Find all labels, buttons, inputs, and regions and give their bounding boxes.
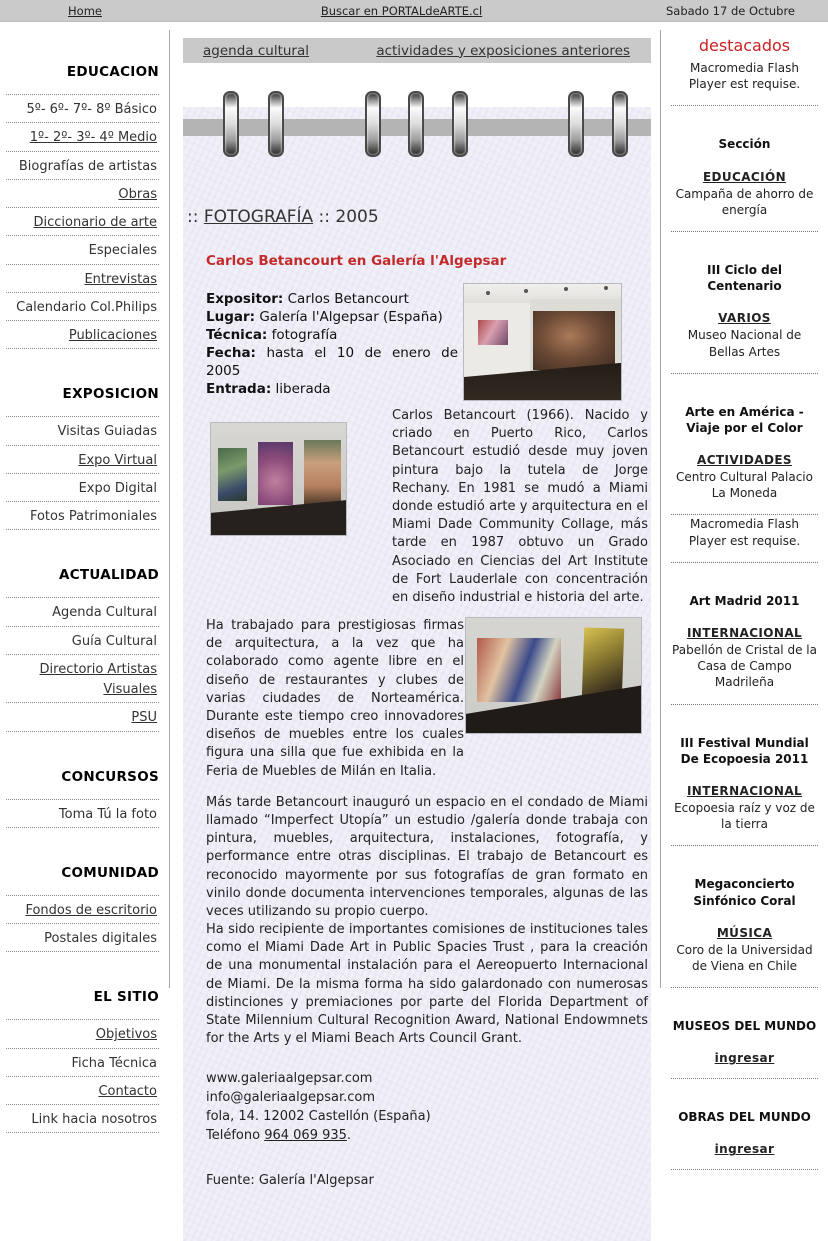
article-photo-2 xyxy=(210,422,347,536)
article-row-work xyxy=(206,617,648,781)
sidebar-section-comunidad xyxy=(6,865,159,953)
article-photo-3 xyxy=(465,617,642,734)
section-title-actualidad: ACTUALIDAD xyxy=(58,567,159,584)
exhibition-details xyxy=(206,291,458,401)
featured-block: Macromedia Flash Player est requise. xyxy=(688,61,801,92)
binder-ring xyxy=(408,91,424,157)
paragraph-utopia: Más tarde Betancourt inauguró un espacio en el condado de Miami llamado “Imperfect Utopía” un estudio /galería donde trabaja con pintura, muebles, arquitectura, instalaciones, fotografía, y performance entre otras disciplinas. El trabajo de Betancourt es reconocido mayormente por sus fotografías de gran formato en vinilo donde documenta intervenciones temporales, algunas de las veces utilizando su propio cuerpo. xyxy=(206,794,648,919)
sidebar-section-concursos xyxy=(6,769,159,828)
date-label: Sabado 17 de Octubre xyxy=(665,3,796,18)
featured-block-ecopoesia: III Festival Mundial De Ecopoesia 2011 INTERNACIONAL Ecopoesia raíz y voz de la tierra xyxy=(670,735,819,833)
featured-block-museos: MUSEOS DEL MUNDO ingresar xyxy=(670,1018,819,1065)
tab-actividades-anteriores[interactable]: actividades y exposiciones anteriores xyxy=(376,42,630,59)
dotted-separator xyxy=(671,105,818,106)
sidebar-item-visitas-guiadas[interactable]: Visitas Guiadas xyxy=(57,424,157,440)
photo-artwork xyxy=(478,320,508,346)
paragraph-work: Ha trabajado para prestigiosas firmas de arquitectura, a la vez que ha colaborado como agente libre en el diseño de restaurantes y clubes de varias ciudades de Norteamérica. Durante este tiempo creo innovadores diseños de muebles entre los cuales figura una silla que fue exhibida en la Feria de Muebles de Milán en Italia. xyxy=(206,618,464,779)
gallery-phone-line xyxy=(206,1127,648,1146)
page-title xyxy=(187,207,648,227)
article xyxy=(187,253,648,1188)
gallery-website: www.galeriaalgepsar.com xyxy=(206,1071,373,1087)
sidebar-item-expo-digital[interactable]: Expo Digital xyxy=(78,480,157,496)
sidebar-section-educacion xyxy=(6,64,159,349)
fotografia-link[interactable]: FOTOGRAFÍA xyxy=(203,207,314,227)
section-title-concursos: CONCURSOS xyxy=(61,768,159,785)
section-title-el-sitio: EL SITIO xyxy=(93,989,159,1006)
phone-suffix: . xyxy=(346,1128,352,1144)
sidebar-item-especiales[interactable]: Especiales xyxy=(88,243,157,259)
article-row-bio xyxy=(206,407,648,607)
dotted-separator xyxy=(671,514,818,515)
sidebar-item-directorio-artistas[interactable]: Directorio Artistas Visuales xyxy=(39,661,157,697)
sidebar-section-exposicion xyxy=(6,386,159,530)
sidebar-item-diccionario[interactable]: Diccionario de arte xyxy=(33,215,157,230)
section-links-el-sitio xyxy=(6,1019,159,1133)
heading-prefix: :: xyxy=(187,207,204,227)
dotted-separator xyxy=(671,562,818,563)
photo-artwork xyxy=(304,440,340,506)
category-link-actividades[interactable]: ACTIVIDADES xyxy=(697,453,792,468)
photo-artwork xyxy=(533,311,615,370)
right-sidebar xyxy=(660,30,828,1157)
sidebar-item-psu[interactable]: PSU xyxy=(131,710,157,726)
destacados-heading: destacados xyxy=(698,36,791,55)
sidebar-item-basico[interactable]: 5º- 6º- 7º- 8º Básico xyxy=(26,102,157,117)
binder-ring xyxy=(223,91,239,157)
detail-fecha: Fecha: hasta el 10 de enero de 2005 xyxy=(206,344,458,379)
article-title: Carlos Betancourt en Galería l'Algepsar xyxy=(206,253,507,269)
sidebar-item-agenda-cultural[interactable]: Agenda Cultural xyxy=(52,605,157,621)
ingresar-link-museos[interactable]: ingresar xyxy=(714,1051,775,1066)
main-content xyxy=(183,30,651,1241)
article-photo-1 xyxy=(463,283,622,401)
paragraph-awards: Ha sido recipiente de importantes comisiones de instituciones tales como el Miami Dade Art in Public Spacies Trust , para la creación de una monumental instalación para el Aereopuerto Internacional de Miami. De la misma forma ha sido galardonado con numerosas distinciones y premiaciones por parte del Florida Department of State Milennium Cultural Recognition Award, National Endowmnets for the Arts y el Miami Beach Arts Council Grant. xyxy=(206,922,648,1047)
topbar-date-cell xyxy=(633,4,828,18)
contact-block xyxy=(206,1070,648,1146)
section-links-exposicion xyxy=(6,416,159,530)
photo-artwork xyxy=(218,448,248,502)
sidebar-item-toma-tu-la-foto[interactable]: Toma Tú la foto xyxy=(58,806,157,822)
section-title-comunidad: COMUNIDAD xyxy=(61,864,159,881)
dotted-separator xyxy=(671,1169,818,1170)
featured-block-megaconcierto: Megaconcierto Sinfónico Coral MÚSICA Coro de la Universidad de Viena en Chile xyxy=(670,876,819,974)
phone-link[interactable]: 964 069 935 xyxy=(264,1128,347,1144)
photo-artwork xyxy=(477,638,561,702)
gallery-address: fola, 14. 12002 Castellón (España) xyxy=(206,1109,431,1125)
left-sidebar xyxy=(0,30,170,1127)
category-link-internacional-2[interactable]: INTERNACIONAL xyxy=(686,783,803,798)
dotted-separator xyxy=(671,845,818,846)
featured-block-art-madrid: Art Madrid 2011 INTERNACIONAL Pabellón de Cristal de la Casa de Campo Madrileña xyxy=(670,593,819,691)
article-row-details xyxy=(206,291,648,401)
sidebar-item-calendario[interactable]: Calendario Col.Philips xyxy=(16,299,157,315)
dotted-separator xyxy=(671,373,818,374)
article-area xyxy=(183,163,651,1241)
featured-block-obras: OBRAS DEL MUNDO ingresar xyxy=(670,1109,819,1156)
content-tab-bar xyxy=(183,38,651,63)
topbar-search-cell xyxy=(170,4,633,18)
tab-agenda-cultural[interactable]: agenda cultural xyxy=(203,42,309,59)
source-credit: Fuente: Galería l'Algepsar xyxy=(206,1173,374,1189)
featured-block-centenario: III Ciclo del Centenario VARIOS Museo Nacional de Bellas Artes xyxy=(670,262,819,360)
sidebar-item-objetivos[interactable]: Objetivos xyxy=(95,1027,157,1043)
sidebar-item-contacto[interactable]: Contacto xyxy=(98,1083,157,1099)
section-links-comunidad xyxy=(6,895,159,953)
notebook-binder-graphic xyxy=(183,63,651,163)
sidebar-item-expo-virtual[interactable]: Expo Virtual xyxy=(78,452,157,468)
sidebar-section-actualidad xyxy=(6,567,159,731)
section-links-educacion xyxy=(6,94,159,349)
gallery-email: info@galeriaalgepsar.com xyxy=(206,1090,375,1106)
sidebar-item-ficha-tecnica[interactable]: Ficha Técnica xyxy=(71,1055,157,1071)
section-links-concursos xyxy=(6,799,159,828)
photo-artwork xyxy=(258,442,293,505)
binder-ring xyxy=(268,91,284,157)
home-link[interactable]: Home xyxy=(68,3,102,18)
dotted-separator xyxy=(671,231,818,232)
featured-block-seccion: Sección EDUCACIÓN Campaña de ahorro de energía xyxy=(670,136,819,218)
sidebar-item-publicaciones[interactable]: Publicaciones xyxy=(68,328,157,343)
dotted-separator xyxy=(671,1078,818,1079)
binder-ring xyxy=(452,91,468,157)
sidebar-item-link-nosotros[interactable]: Link hacia nosotros xyxy=(31,1112,157,1127)
detail-entrada: Entrada: liberada xyxy=(206,380,331,397)
category-link-educacion[interactable]: EDUCACIÓN xyxy=(702,169,787,184)
heading-suffix: :: 2005 xyxy=(313,207,379,227)
section-links-actualidad xyxy=(6,597,159,731)
category-link-musica[interactable]: MÚSICA xyxy=(716,925,773,940)
dotted-separator xyxy=(671,987,818,988)
category-link-internacional-1[interactable]: INTERNACIONAL xyxy=(686,626,803,640)
ingresar-link-obras[interactable]: ingresar xyxy=(714,1142,775,1157)
section-title-educacion: EDUCACION xyxy=(66,64,159,80)
detail-tecnica: Técnica: fotografía xyxy=(206,326,338,343)
binder-ring xyxy=(612,91,628,157)
search-portal-link[interactable]: Buscar en PORTALdeARTE.cl xyxy=(320,3,483,18)
dotted-separator xyxy=(671,704,818,705)
sidebar-item-biografias[interactable]: Biografías de artistas xyxy=(18,158,157,174)
top-navigation-bar xyxy=(0,0,828,22)
detail-lugar: Lugar: Galería l'Algepsar (España) xyxy=(206,308,443,325)
topbar-home-cell xyxy=(0,4,170,18)
featured-block-arte-america: Arte en América - Viaje por el Color ACTIVIDADES Centro Cultural Palacio La Moneda xyxy=(670,404,819,502)
sidebar-item-obras[interactable]: Obras xyxy=(118,186,157,202)
photo-track-lights xyxy=(486,291,490,295)
sidebar-section-el-sitio xyxy=(6,989,159,1133)
binder-ring xyxy=(365,91,381,157)
section-title-exposicion: EXPOSICION xyxy=(62,386,159,403)
sidebar-item-guia-cultural[interactable]: Guía Cultural xyxy=(71,633,157,649)
sidebar-item-entrevistas[interactable]: Entrevistas xyxy=(84,271,157,287)
paragraph-biography: Carlos Betancourt (1966). Nacido y criado en Puerto Rico, Carlos Betancourt estudió desde muy joven pintura bajo la tutela de Jorge Rechany. En 1981 se mudó a Miami donde estudió arte y arquitectura en el Miami Dade Community Collage, más tarde en 1987 obtuvo un Grado Asociado en Ciencias del Art Institute de Fort Lauderlale con concentración en diseño industrial e historia del arte. xyxy=(392,408,648,605)
sidebar-item-fotos-patrimoniales[interactable]: Fotos Patrimoniales xyxy=(29,509,157,524)
phone-label: Teléfono xyxy=(206,1128,265,1144)
sidebar-item-fondos-escritorio[interactable]: Fondos de escritorio xyxy=(25,902,157,918)
featured-block-flash: Macromedia Flash Player est requise. xyxy=(688,517,801,548)
sidebar-item-postales-digitales[interactable]: Postales digitales xyxy=(44,931,157,946)
sidebar-item-medio[interactable]: 1º- 2º- 3º- 4º Medio xyxy=(29,130,157,146)
detail-expositor: Expositor: Carlos Betancourt xyxy=(206,291,409,307)
binder-ring xyxy=(568,91,584,157)
category-link-varios[interactable]: VARIOS xyxy=(718,311,771,326)
